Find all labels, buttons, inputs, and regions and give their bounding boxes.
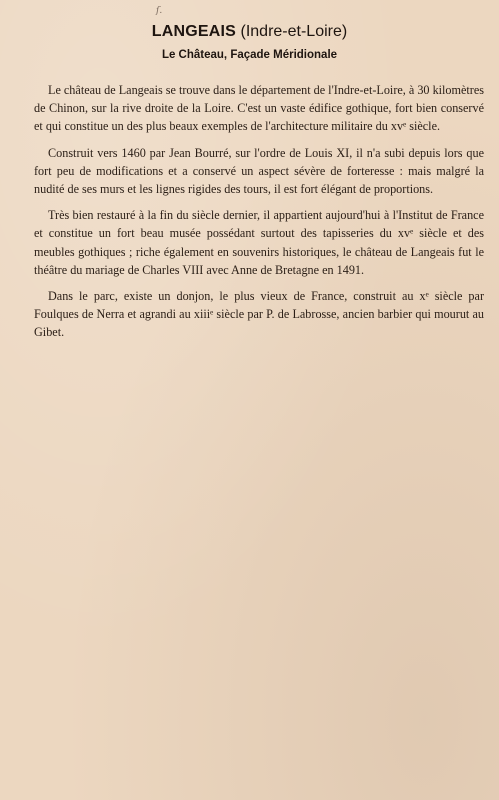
paragraph-2: Construit vers 1460 par Jean Bourré, sur l'ordre de Louis XI, il n'a subi depuis lors que fort peu de modifications et a conservé un aspect sévère de forteresse : mais malgré la nudité de ses murs et les lignes rigides des tours, il est fort élégant de proportions. <box>34 145 484 197</box>
title-department: (Indre-et-Loire) <box>236 23 348 40</box>
corner-mark: ſ. <box>156 6 163 16</box>
page-subtitle: Le Château, Façade Méridionale <box>161 49 338 61</box>
paragraph-1: Le château de Langeais se trouve dans le département de l'Indre-et-Loire, à 30 kilomètres de Chinon, sur la rive droite de la Loire. C'est un vaste édifice gothique, fort bien conservé et qui constitue un des plus beaux exemples de l'architecture militaire du xvᵉ siècle. <box>34 83 485 134</box>
paragraph-4: Dans le parc, existe un donjon, le plus vieux de France, construit au xᵉ siècle par Foulques de Nerra et agrandi au xiiiᵉ siècle par P. de Labrosse, ancien barbier qui mourut au Gibet. <box>34 289 484 340</box>
body-text <box>34 81 484 350</box>
page-title <box>0 22 499 42</box>
paragraph-3: Très bien restauré à la fin du siècle dernier, il appartient aujourd'hui à l'Institut de France et constitue un fort beau musée possédant surtout des tapisseries du xvᵉ siècle et des meubles gothiques ; riche également en souvenirs historiques, le château de Langeais fut le théâtre du mariage de Charles VIII avec Anne de Bretagne en 1491. <box>34 208 484 277</box>
title-place: LANGEAIS <box>151 23 237 40</box>
